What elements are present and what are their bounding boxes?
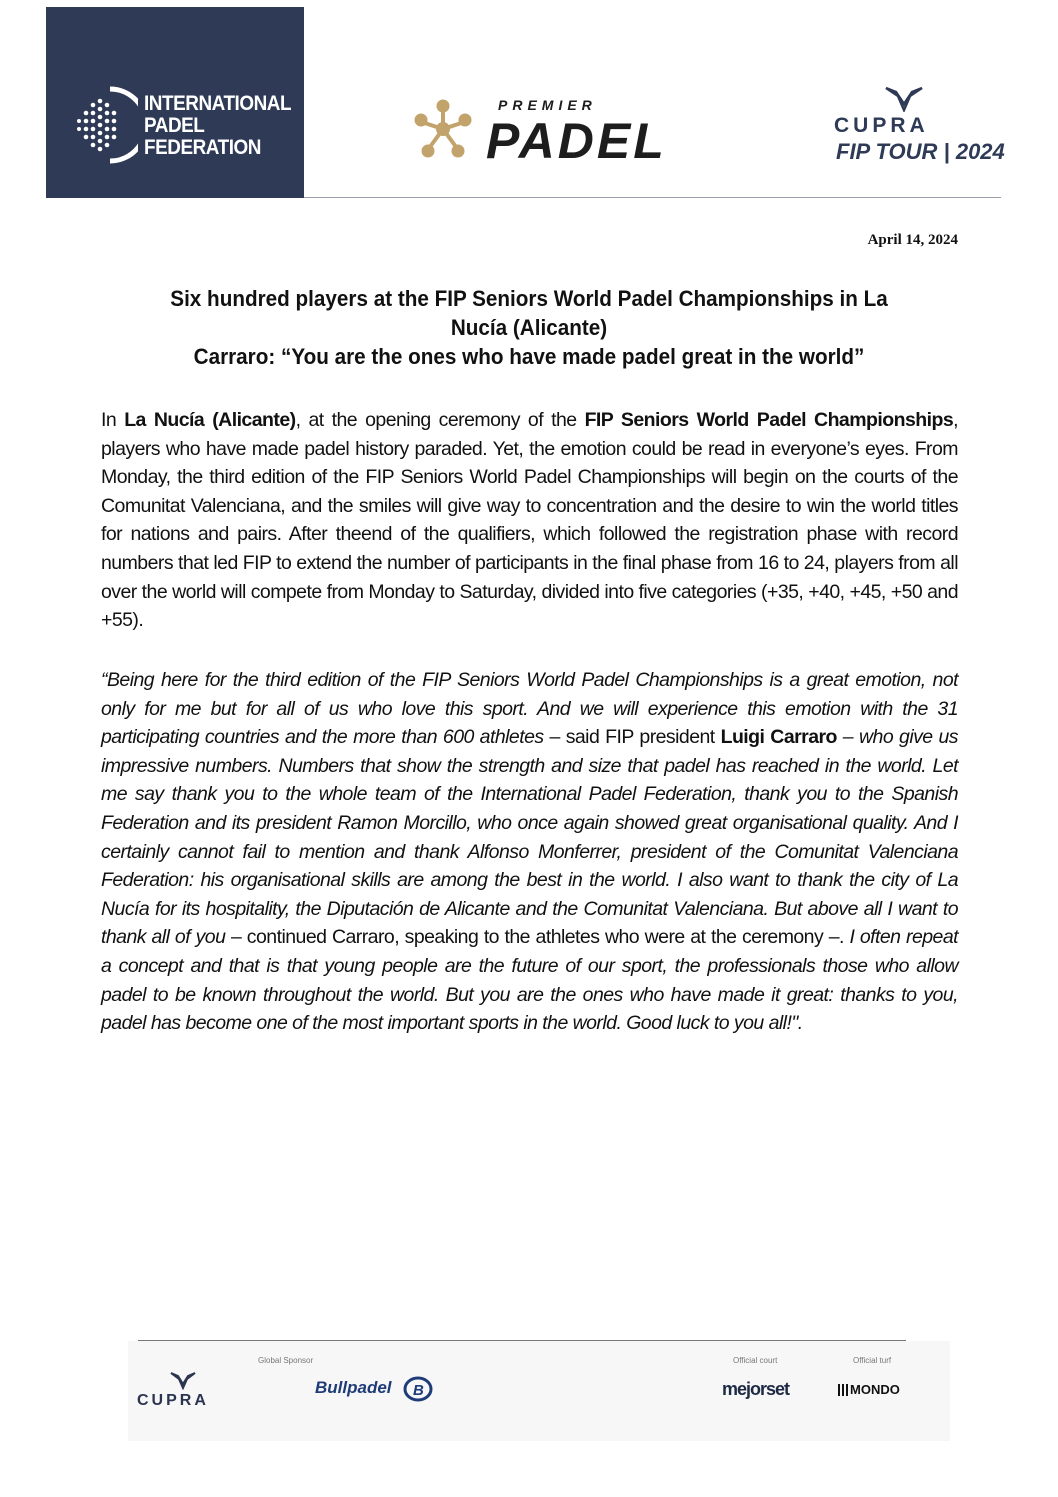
mondo-stripes-icon [838, 1384, 848, 1396]
body-paragraph-1 [101, 406, 958, 635]
quote-part-3: I often repeat a concept and that is that young people are the future of our sport, the professionals those who allow padel to be known throughout the world. But you are the ones who have made it great: thanks to you, padel has become one of the most important sports in the world. Good luck to you all!". [101, 926, 959, 1035]
body-paragraph-2-quote [101, 666, 958, 1038]
p1-location: La Nucía (Alicante) [124, 409, 296, 431]
press-release-title [126, 284, 933, 371]
quote-part-2: – who give us impressive numbers. Numbers that show the strength and size that padel has reached in the world. Let me say thank you to the whole team of the International Padel Federation, thank you to the Spanish Federation and its president Ramon Morcillo, who once again showed great organisational quality. And I certainly cannot fail to mention and thank Alfonso Monferrer, president of the Comunitat Valenciana Federation: his organisational skills are among the best in the world. I also want to thank the city of La Nucía for its hospitality, the Diputación de Alicante and the Comunitat Valenciana. But above all I want to thank all of you [101, 726, 958, 949]
p2-continuation: – continued Carraro, speaking to the athletes who were at the ceremony –. [225, 926, 850, 949]
title-line-2: Nucía (Alicante) [450, 315, 608, 340]
footer-cupra-emblem-icon [170, 1372, 196, 1390]
header-divider [304, 197, 1001, 198]
global-sponsor-label: Global Sponsor [258, 1356, 314, 1365]
p2-attribution: – said FIP president [543, 726, 721, 749]
fip-line-2: PADEL [144, 114, 205, 137]
cupra-emblem-icon [884, 86, 924, 112]
premier-star-icon [412, 98, 474, 160]
quote-part-1: “Being here for the third edition of the FIP Seniors World Padel Championships is a great emotion, not only for me but for all of us who love this sport. And we will experience this emotion with the 31 participating countries and the more than 600 athletes [101, 669, 958, 749]
footer-mejorset-logo: mejorset [722, 1379, 790, 1399]
bullpadel-badge-icon [403, 1376, 433, 1402]
press-release-date: April 14, 2024 [867, 232, 958, 248]
footer-bullpadel-logo: Bullpadel [315, 1378, 392, 1397]
official-court-label: Official court [733, 1356, 778, 1365]
fip-wordmark [144, 93, 291, 159]
fip-ball-icon [76, 85, 138, 165]
title-line-1: Six hundred players at the FIP Seniors World Padel Championships in La [170, 286, 888, 311]
fip-line-3: FEDERATION [144, 136, 261, 159]
document-header [0, 0, 1058, 200]
fip-tour-wordmark: FIP TOUR | 2024 [836, 139, 1005, 164]
footer-divider [138, 1340, 906, 1341]
fip-logo-block [46, 7, 304, 198]
footer-mondo-logo: MONDO [850, 1382, 900, 1397]
fip-line-1: INTERNATIONAL [144, 92, 292, 115]
p1-text-e: , players who have made padel history paraded. Yet, the emotion could be read in everyone’s eyes. From Monday, the third edition of the FIP Seniors World Padel Championships will begin on the courts of the Comunitat Valenciana, and the smiles will give way to concentration and the desire to win the world titles for nations and pairs. After theend of the qualifiers, which followed the registration phase with record numbers that led FIP to extend the number of participants in the final phase from 16 to 24, players from all over the world will compete from Monday to Saturday, divided into five categories (+35, +40, +45, +50 and +55). [101, 409, 959, 632]
premier-wordmark: PREMIER [498, 97, 597, 113]
footer-cupra-logo: CUPRA [137, 1392, 209, 1409]
p1-text-a: In [101, 409, 125, 431]
p1-text-c: , at the opening ceremony of the [295, 409, 585, 431]
svg-text:B: B [413, 1382, 424, 1399]
title-line-3: Carraro: “You are the ones who have made padel great in the world” [193, 344, 865, 369]
p2-speaker-name: Luigi Carraro [720, 726, 837, 749]
padel-wordmark: PADEL [486, 113, 667, 169]
official-turf-label: Official turf [853, 1356, 892, 1365]
sponsor-footer [128, 1341, 950, 1441]
p1-event-name: FIP Seniors World Padel Championships [584, 409, 954, 431]
cupra-wordmark: CUPRA [834, 114, 929, 137]
